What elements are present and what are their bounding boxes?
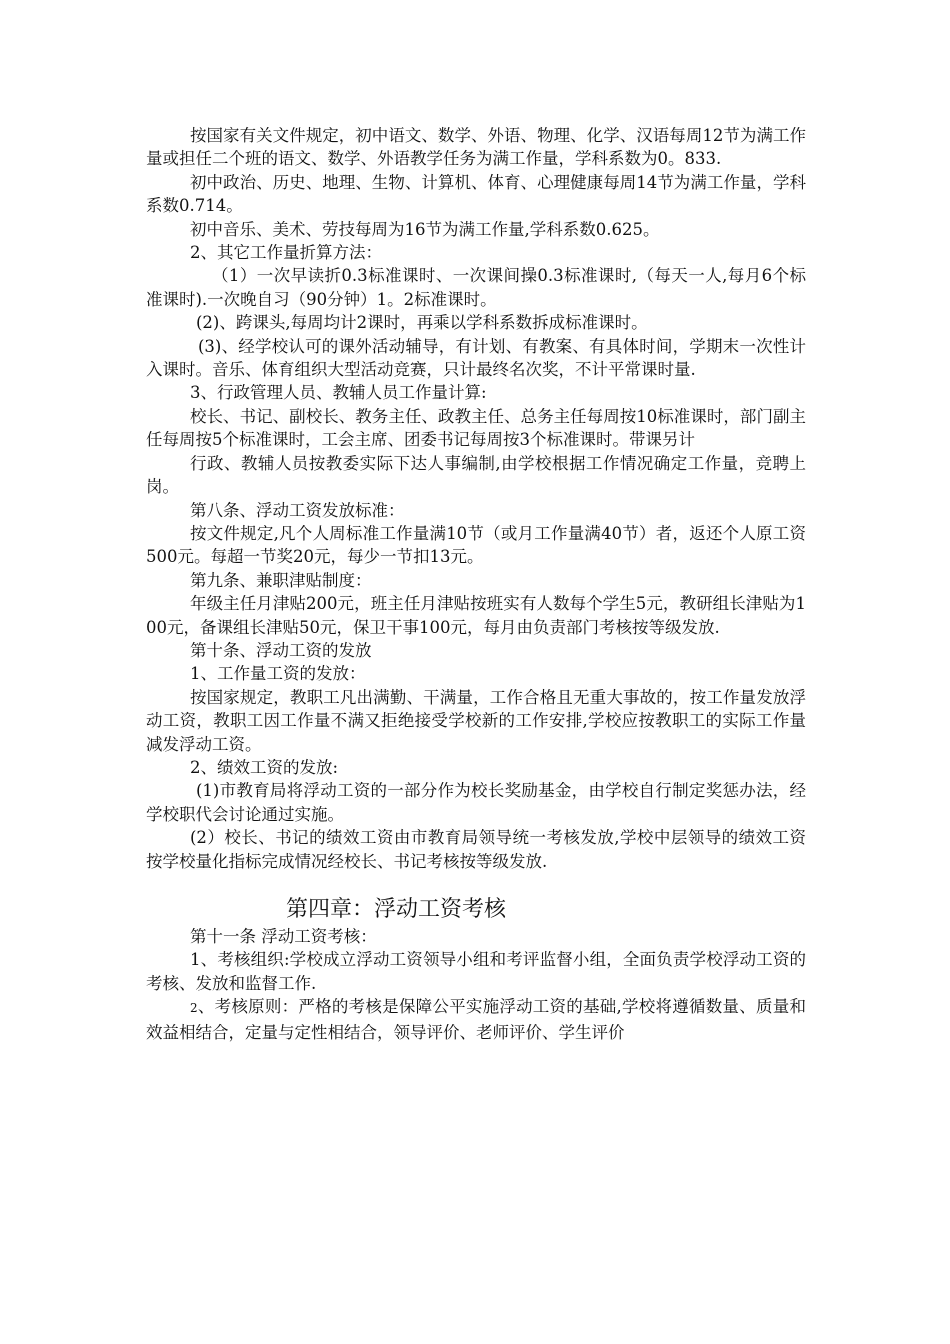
paragraph: 按国家有关文件规定，初中语文、数学、外语、物理、化学、汉语每周12节为满工作量或担任二个班的语文、数学、外语教学任务为满工作量，学科系数为0。833. [146,126,806,169]
paragraph-text: 、考核原则：严格的考核是保障公平实施浮动工资的基础,学校将遵循数量、质量和效益相结合，定量与定性相结合，领导评价、老师评价、学生评价 [146,997,806,1042]
paragraph: 初中政治、历史、地理、生物、计算机、体育、心理健康每周14节为满工作量，学科系数0.714。 [146,172,806,216]
paragraph: （1）一次早读折0.3标准课时、一次课间操0.3标准课时,（每天一人,每月6个标准课时).一次晚自习（90分钟）1。2标准课时。 [146,266,806,309]
paragraph: 年级主任月津贴200元，班主任月津贴按班实有人数每个学生5元，教研组长津贴为100元，备课组长津贴50元，保卫干事100元，每月由负责部门考核按等级发放. [146,594,806,637]
body-text [146,124,806,1044]
paragraph: (2）校长、书记的绩效工资由市教育局领导统一考核发放,学校中层领导的绩效工资按学校量化指标完成情况经校长、书记考核按等级发放. [146,828,806,871]
paragraph [146,995,806,1044]
paragraph: (2)、跨课头,每周均计2课时，再乘以学科系数拆成标准课时。 [196,313,648,333]
paragraph: 第九条、兼职津贴制度： [190,570,372,590]
paragraph: 按文件规定,凡个人周标准工作量满10节（或月工作量满40节）者，返还个人原工资500元。每超一节奖20元，每少一节扣13元。 [146,523,806,567]
paragraph: 第八条、浮动工资发放标准： [190,500,405,520]
paragraph: (1)市教育局将浮动工资的一部分作为校长奖励基金，由学校自行制定奖惩办法，经学校职代会讨论通过实施。 [146,781,806,824]
paragraph: 1、工作量工资的发放： [190,664,366,684]
paragraph: (3)、经学校认可的课外活动辅导，有计划、有教案、有具体时间，学期末一次性计入课时。音乐、体育组织大型活动竞赛，只计最终名次奖，不计平常课时量. [146,336,806,380]
paragraph: 第十条、浮动工资的发放 [190,640,372,660]
paragraph: 第十一条 浮动工资考核： [190,927,377,946]
chapter-heading: 第四章：浮动工资考核 [286,897,507,922]
paragraph: 校长、书记、副校长、教务主任、政教主任、总务主任每周按10标准课时，部门副主任每周按5个标准课时，工会主席、团委书记每周按3个标准课时。带课另计 [146,406,806,450]
paragraph: 2、绩效工资的发放: [190,757,339,777]
paragraph: 3、行政管理人员、教辅人员工作量计算: [190,383,487,403]
paragraph: 按国家规定，教职工凡出满勤、干满量，工作合格且无重大事故的，按工作量发放浮动工资，教职工因工作量不满又拒绝接受学校新的工作安排,学校应按教职工的实际工作量减发浮动工资。 [146,687,806,754]
paragraph: 初中音乐、美术、劳技每周为16节为满工作量,学科系数0.625。 [190,219,660,239]
paragraph: 2、其它工作量折算方法： [190,243,382,263]
paragraph-number: 2 [190,1001,198,1016]
paragraph: 1、考核组织:学校成立浮动工资领导小组和考评监督小组，全面负责学校浮动工资的考核、发放和监督工作. [146,950,806,993]
paragraph: 行政、教辅人员按教委实际下达人事编制,由学校根据工作情况确定工作量，竞聘上岗。 [146,453,806,497]
